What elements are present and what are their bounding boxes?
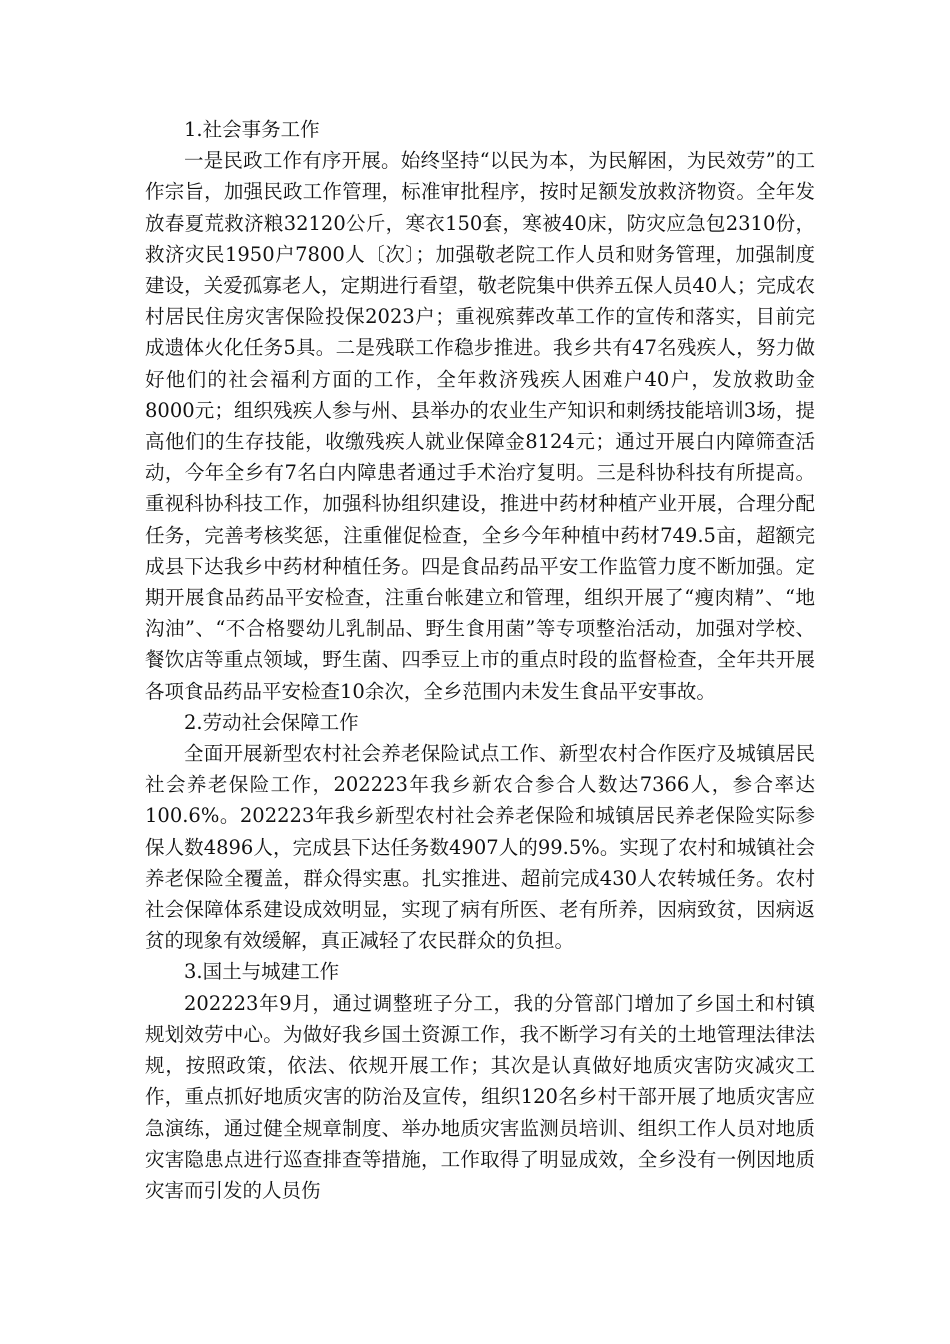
section-heading-land-construction: 3.国土与城建工作: [184, 960, 340, 984]
section-heading-labor-security: 2.劳动社会保障工作: [184, 710, 359, 734]
section-body-social-affairs: 一是民政工作有序开展。始终坚持“以民为本，为民解困，为民效劳”的工作宗旨，加强民政工作管理，标准审批程序，按时足额发放救济物资。全年发放春夏荒救济粮32120公斤，寒衣150套，寒被40床，防灾应急包2310份，救济灾民1950户7800人〔次〕；加强敬老院工作人员和财务管理，加强制度建设，关爱孤寡老人，定期进行看望，敬老院集中供养五保人员40人；完成农村居民住房灾害保险投保2023户；重视殡葬改革工作的宣传和落实，目前完成遗体火化任务5具。二是残联工作稳步推进。我乡共有47名残疾人，努力做好他们的社会福利方面的工作，全年救济残疾人困难户40户，发放救助金8000元；组织残疾人参与州、县举办的农业生产知识和刺绣技能培训3场，提高他们的生存技能，收缴残疾人就业保障金8124元；通过开展白内障筛查活动，今年全乡有7名白内障患者通过手术治疗复明。三是科协科技有所提高。重视科协科技工作，加强科协组织建设，推进中药材种植产业开展，合理分配任务，完善考核奖惩，注重催促检查，全乡今年种植中药材749.5亩，超额完成县下达我乡中药材种植任务。四是食品药品平安工作监管力度不断加强。定期开展食品药品平安检查，注重台帐建立和管理，组织开展了“瘦肉精”、“地沟油”、“不合格婴幼儿乳制品、野生食用菌”等专项整治活动，加强对学校、餐饮店等重点领域，野生菌、四季豆上市的重点时段的监督检查，全年共开展各项食品药品平安检查10余次，全乡范围内未发生食品平安事故。: [145, 149, 815, 703]
document-page: [145, 114, 815, 1206]
section-body-land-construction: 202223年9月，通过调整班子分工，我的分管部门增加了乡国土和村镇规划效劳中心。为做好我乡国土资源工作，我不断学习有关的土地管理法律法规，按照政策，依法、依规开展工作；其次是认真做好地质灾害防灾减灾工作，重点抓好地质灾害的防治及宣传，组织120名乡村干部开展了地质灾害应急演练，通过健全规章制度、举办地质灾害监测员培训、组织工作人员对地质灾害隐患点进行巡查排查等措施，工作取得了明显成效，全乡没有一例因地质灾害而引发的人员伤: [145, 991, 815, 1202]
section-body-labor-security: 全面开展新型农村社会养老保险试点工作、新型农村合作医疗及城镇居民社会养老保险工作，202223年我乡新农合参合人数达7366人，参合率达100.6%。202223年我乡新型农村社会养老保险和城镇居民养老保险实际参保人数4896人，完成县下达任务数4907人的99.5%。实现了农村和城镇社会养老保险全覆盖，群众得实惠。扎实推进、超前完成430人农转城任务。农村社会保障体系建设成效明显，实现了病有所医、老有所养，因病致贫，因病返贫的现象有效缓解，真正减轻了农民群众的负担。: [145, 742, 815, 953]
section-heading-social-affairs: 1.社会事务工作: [184, 118, 320, 141]
